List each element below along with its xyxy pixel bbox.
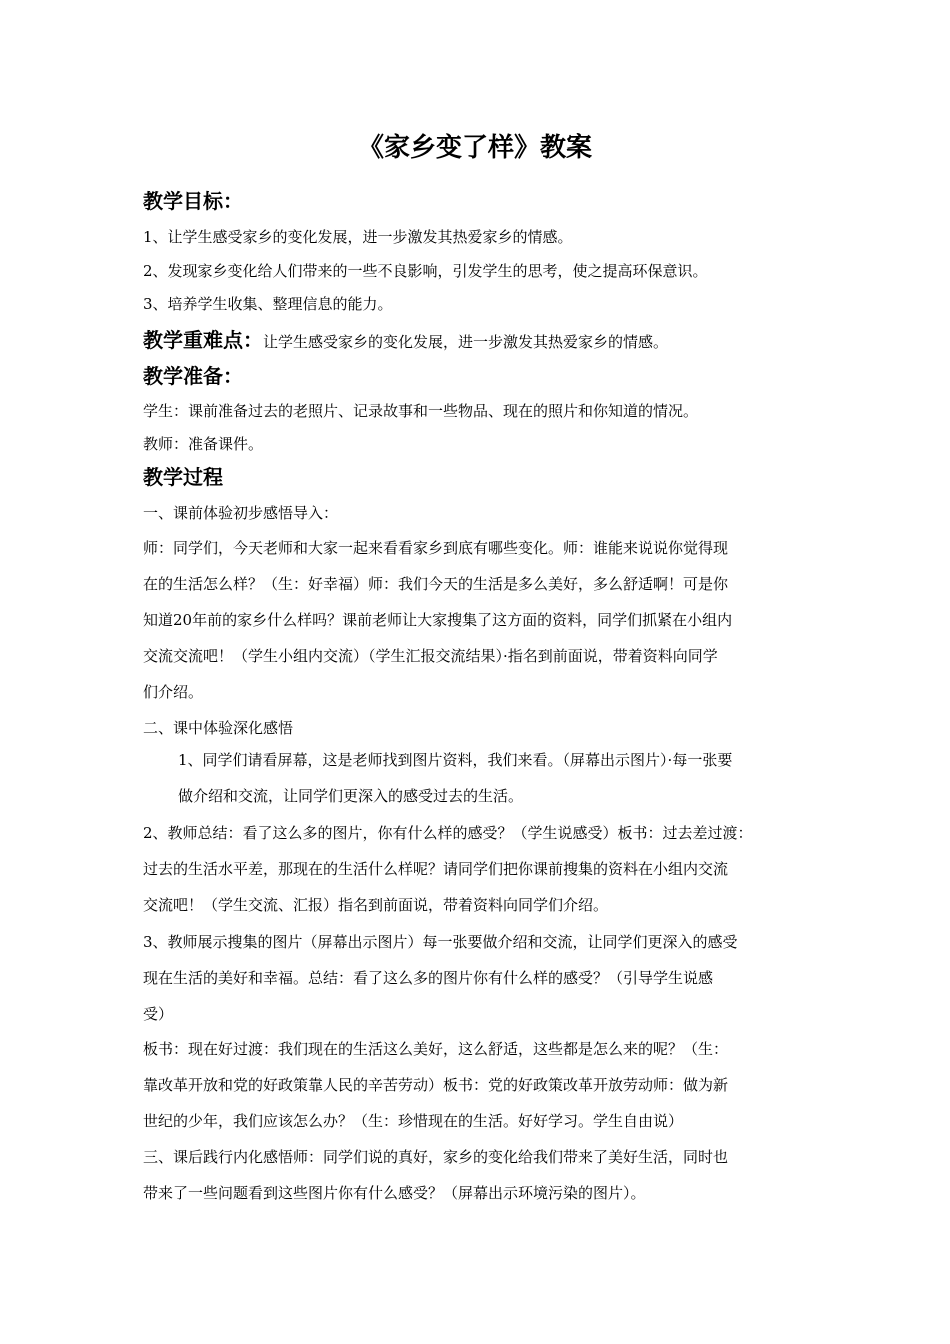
paragraph-line: 现在生活的美好和幸福。总结：看了这么多的图片你有什么样的感受？（引导学生说感 bbox=[143, 969, 714, 987]
process-heading: 教学过程 bbox=[143, 465, 223, 489]
paragraph-line: 在的生活怎么样？（生：好幸福）师：我们今天的生活是多么美好，多么舒适啊！可是你 bbox=[143, 575, 729, 593]
key-points-heading: 教学重难点： bbox=[143, 328, 263, 352]
preparation-teacher: 教师：准备课件。 bbox=[143, 435, 264, 453]
paragraph-line: 1、同学们请看屏幕，这是老师找到图片资料，我们来看。（屏幕出示图片）·每一张要 bbox=[178, 751, 733, 769]
section-2-item-2 bbox=[143, 815, 808, 923]
objective-item-3: 3、培养学生收集、整理信息的能力。 bbox=[143, 295, 393, 313]
paragraph-line: 交流吧！（学生交流、汇报）指名到前面说，带着资料向同学们介绍。 bbox=[143, 896, 609, 914]
paragraph-line: 三、课后践行内化感悟师：同学们说的真好，家乡的变化给我们带来了美好生活，同时也 bbox=[143, 1148, 729, 1166]
section-2-board bbox=[143, 1031, 808, 1139]
paragraph-line: 们介绍。 bbox=[143, 683, 204, 701]
section-1-paragraph bbox=[143, 530, 808, 710]
document-title: 《家乡变了样》教案 bbox=[357, 133, 592, 163]
objective-item-2: 2、发现家乡变化给人们带来的一些不良影响，引发学生的思考，使之提高环保意识。 bbox=[143, 262, 708, 280]
section-2-title: 二、课中体验深化感悟 bbox=[143, 719, 294, 737]
preparation-heading: 教学准备： bbox=[143, 364, 243, 388]
paragraph-line: 靠改革开放和党的好政策靠人民的辛苦劳动）板书：党的好政策改革开放劳动师：做为新 bbox=[143, 1076, 729, 1094]
section-1-title: 一、课前体验初步感悟导入： bbox=[143, 504, 339, 522]
paragraph-line: 过去的生活水平差，那现在的生活什么样呢？请同学们把你课前搜集的资料在小组内交流 bbox=[143, 860, 729, 878]
paragraph-line: 知道20年前的家乡什么样吗？课前老师让大家搜集了这方面的资料，同学们抓紧在小组内 bbox=[143, 611, 733, 629]
paragraph-line: 2、教师总结：看了这么多的图片，你有什么样的感受？（学生说感受）板书：过去差过渡： bbox=[143, 824, 753, 842]
paragraph-line: 师：同学们，今天老师和大家一起来看看家乡到底有哪些变化。师：谁能来说说你觉得现 bbox=[143, 539, 729, 557]
preparation-student: 学生：课前准备过去的老照片、记录故事和一些物品、现在的照片和你知道的情况。 bbox=[143, 402, 699, 420]
paragraph-line: 交流交流吧！（学生小组内交流）（学生汇报交流结果）·指名到前面说，带着资料向同学 bbox=[143, 647, 718, 665]
paragraph-line: 做介绍和交流，让同学们更深入的感受过去的生活。 bbox=[178, 787, 524, 805]
objectives-heading: 教学目标： bbox=[143, 189, 243, 213]
paragraph-line: 3、教师展示搜集的图片（屏幕出示图片）每一张要做介绍和交流，让同学们更深入的感受 bbox=[143, 933, 738, 951]
section-2-item-1 bbox=[178, 742, 808, 814]
section-3-paragraph bbox=[143, 1139, 808, 1211]
paragraph-line: 板书：现在好过渡：我们现在的生活这么美好，这么舒适，这些都是怎么来的呢？（生： bbox=[143, 1040, 729, 1058]
section-2-item-3 bbox=[143, 924, 808, 1032]
key-points-text: 让学生感受家乡的变化发展，进一步激发其热爱家乡的情感。 bbox=[263, 333, 669, 351]
objective-item-1: 1、让学生感受家乡的变化发展，进一步激发其热爱家乡的情感。 bbox=[143, 228, 573, 246]
key-points-row bbox=[143, 325, 668, 357]
paragraph-line: 带来了一些问题看到这些图片你有什么感受？（屏幕出示环境污染的图片）。 bbox=[143, 1184, 646, 1202]
paragraph-line: 世纪的少年，我们应该怎么办？（生：珍惜现在的生活。好好学习。学生自由说） bbox=[143, 1112, 684, 1130]
paragraph-line: 受） bbox=[143, 1005, 174, 1023]
